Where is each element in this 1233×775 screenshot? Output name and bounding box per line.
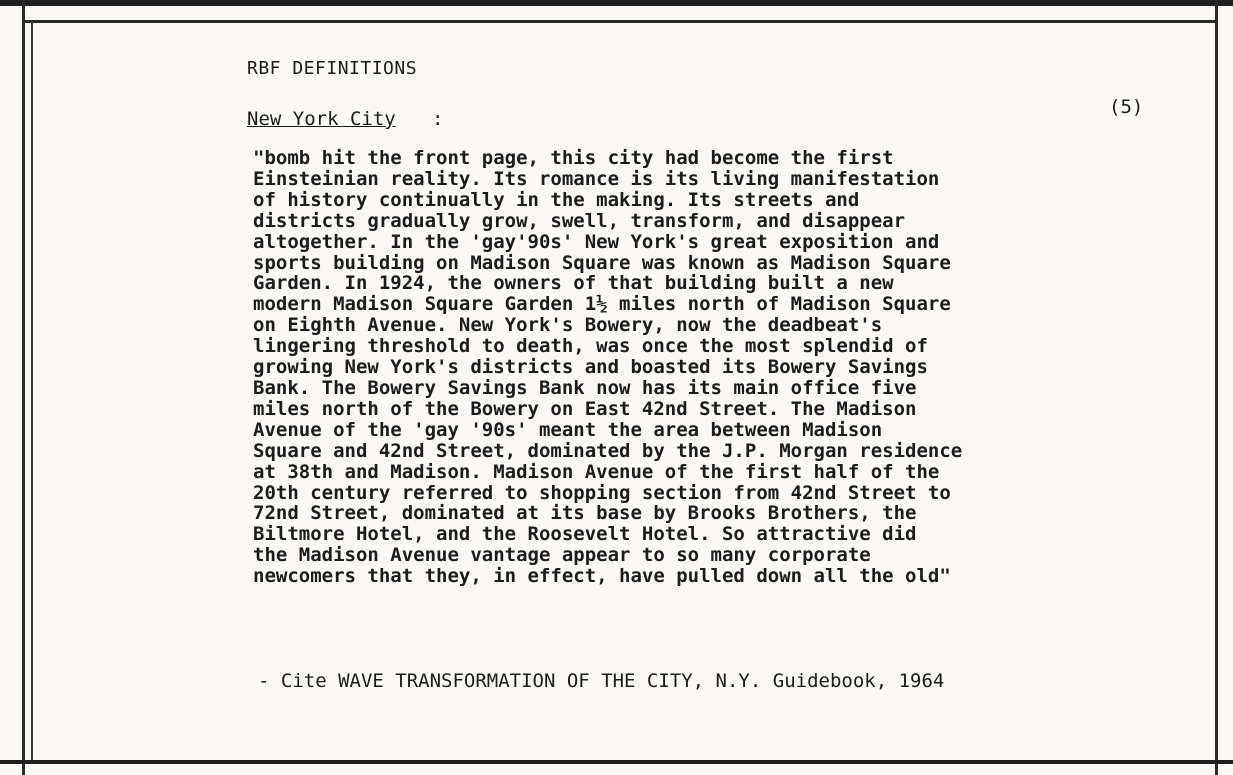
right-rule: [1215, 0, 1218, 775]
document-heading: RBF DEFINITIONS: [247, 58, 418, 79]
left-inner-rule: [31, 22, 33, 762]
citation: - Cite WAVE TRANSFORMATION OF THE CITY, N.Y. Guidebook, 1964: [258, 670, 945, 692]
body-line: districts gradually grow, swell, transform, and disappear: [253, 209, 906, 232]
bottom-rule: [0, 760, 1233, 764]
body-line: newcomers that they, in effect, have pulled down all the old": [253, 565, 951, 588]
body-line: of history continually in the making. Its streets and: [253, 188, 860, 211]
body-line: 72nd Street, dominated at its base by Brooks Brothers, the: [253, 502, 917, 525]
inner-top-rule: [22, 20, 1218, 23]
body-line: lingering threshold to death, was once the most splendid of: [253, 335, 928, 358]
subheading-colon: :: [432, 108, 444, 130]
left-rule: [22, 0, 25, 775]
body-line: "bomb hit the front page, this city had become the first: [253, 147, 894, 169]
top-rule: [0, 0, 1233, 6]
document-subheading: New York City: [247, 108, 396, 130]
body-line: Garden. In 1924, the owners of that building built a new: [253, 272, 894, 295]
body-line: altogether. In the 'gay'90s' New York's great exposition and: [253, 230, 940, 253]
body-line: the Madison Avenue vantage appear to so many corporate: [253, 544, 871, 567]
body-line: Avenue of the 'gay '90s' meant the area between Madison: [253, 418, 883, 441]
definition-body: [253, 148, 1133, 587]
body-line: Biltmore Hotel, and the Roosevelt Hotel. So attractive did: [253, 523, 917, 546]
body-line: Square and 42nd Street, dominated by the J.P. Morgan residence: [253, 439, 963, 462]
body-line: Bank. The Bowery Savings Bank now has its main office five: [253, 376, 917, 399]
body-line: Einsteinian reality. Its romance is its living manifestation: [253, 167, 940, 190]
body-line: on Eighth Avenue. New York's Bowery, now the deadbeat's: [253, 314, 883, 337]
body-line: miles north of the Bowery on East 42nd Street. The Madison: [253, 397, 917, 420]
body-line: modern Madison Square Garden 1½ miles north of Madison Square: [253, 293, 951, 316]
body-line: growing New York's districts and boasted its Bowery Savings: [253, 356, 928, 379]
body-line: sports building on Madison Square was known as Madison Square: [253, 251, 951, 274]
body-line: at 38th and Madison. Madison Avenue of the first half of the: [253, 460, 940, 483]
page-number: (5): [1109, 96, 1144, 118]
body-line: 20th century referred to shopping section from 42nd Street to: [253, 481, 951, 504]
